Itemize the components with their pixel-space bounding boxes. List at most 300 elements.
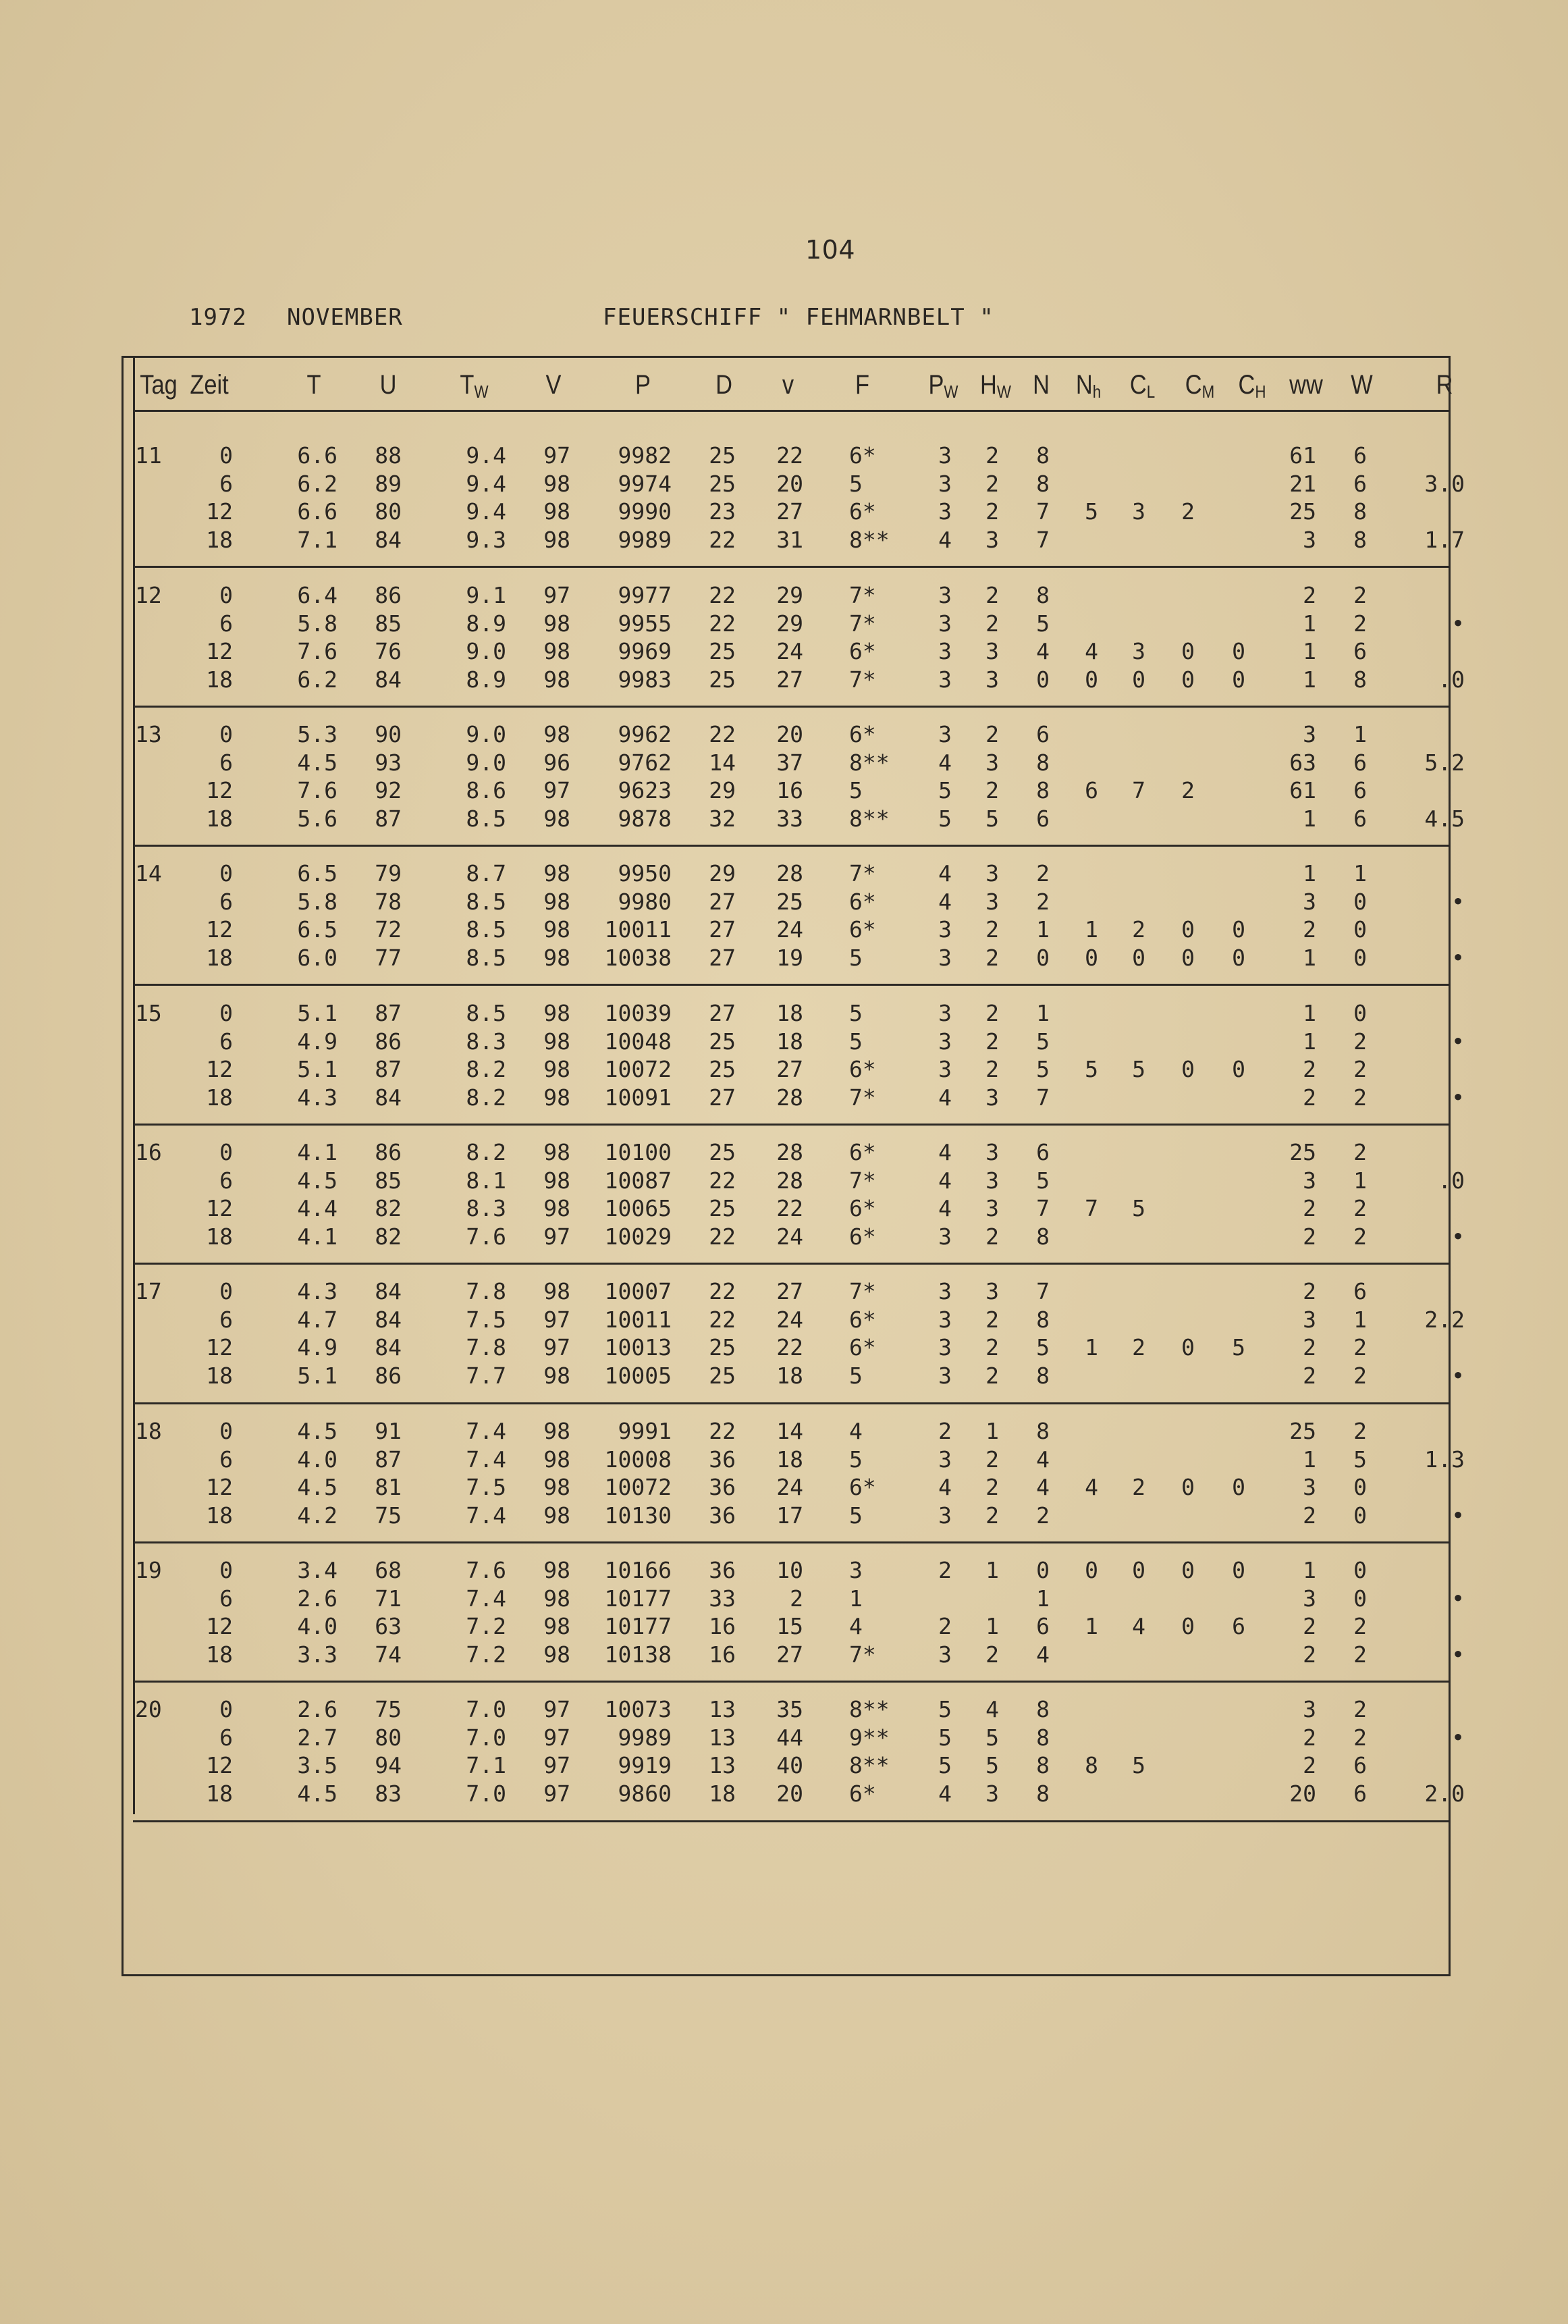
day-separator-rule — [133, 1820, 1451, 1822]
cell-d: 25 — [709, 666, 736, 693]
cell-w: 5 — [1353, 1446, 1367, 1473]
cell-ww: 2 — [1303, 1641, 1316, 1668]
cell-vv: 28 — [776, 1084, 803, 1111]
cell-d: 36 — [709, 1502, 736, 1529]
column-header-nh — [1066, 365, 1110, 405]
cell-f: 4 — [849, 1613, 863, 1639]
cell-u: 89 — [375, 470, 402, 497]
cell-nh: 5 — [1085, 1056, 1098, 1082]
cell-d: 13 — [709, 1724, 736, 1751]
cell-nh: 1 — [1085, 1613, 1098, 1639]
cell-w: 0 — [1353, 944, 1367, 971]
cell-ch: 6 — [1232, 1613, 1245, 1639]
cell-tw: 9.4 — [466, 498, 506, 525]
cell-p: 10005 — [604, 1362, 672, 1389]
cell-t: 4.4 — [297, 1195, 337, 1221]
cell-zeit: 12 — [206, 1056, 233, 1082]
cell-d: 22 — [709, 582, 736, 608]
cell-vv: 18 — [776, 1446, 803, 1473]
cell-vv: 24 — [776, 1306, 803, 1333]
cell-f: 1 — [849, 1585, 863, 1612]
cell-u: 80 — [375, 1724, 402, 1751]
cell-n: 8 — [1036, 749, 1050, 776]
cell-zeit: 12 — [206, 498, 233, 525]
cell-cm — [1171, 1139, 1205, 1166]
cell-u: 81 — [375, 1474, 402, 1500]
cell-f: 5 — [849, 1000, 863, 1026]
cell-w: 0 — [1353, 1585, 1367, 1612]
cell-v: 96 — [543, 749, 570, 776]
cell-v: 98 — [543, 1418, 570, 1444]
cell-cm: 2 — [1181, 777, 1195, 803]
cell-vv: 29 — [776, 610, 803, 637]
cell-t: 6.2 — [297, 666, 337, 693]
cell-v: 98 — [543, 1585, 570, 1612]
cell-u: 76 — [375, 638, 402, 664]
cell-cl — [1122, 860, 1156, 887]
cell-tw: 8.2 — [466, 1139, 506, 1165]
cell-n: 8 — [1036, 470, 1050, 497]
cell-pw: 3 — [938, 1278, 952, 1304]
cell-cl — [1122, 1139, 1156, 1166]
cell-cm — [1171, 1028, 1205, 1055]
column-header-cl — [1120, 365, 1164, 405]
cell-n: 0 — [1036, 944, 1050, 971]
cell-v: 98 — [543, 944, 570, 971]
cell-w: 6 — [1353, 442, 1367, 469]
cell-pw: 3 — [938, 1362, 952, 1389]
cell-cl — [1122, 1780, 1156, 1807]
cell-zeit: 0 — [219, 582, 233, 608]
cell-p: 10007 — [604, 1278, 672, 1304]
cell-vv: 40 — [776, 1752, 803, 1778]
cell-t: 4.9 — [297, 1334, 337, 1361]
cell-zeit: 0 — [219, 1696, 233, 1722]
cell-n: 8 — [1036, 1306, 1050, 1333]
cell-f: 6* — [849, 916, 876, 943]
cell-tw: 8.6 — [466, 777, 506, 803]
cell-ww: 3 — [1303, 1167, 1316, 1194]
cell-d: 22 — [709, 721, 736, 747]
cell-v: 98 — [543, 721, 570, 747]
cell-n: 6 — [1036, 721, 1050, 747]
cell-cm — [1171, 889, 1205, 916]
cell-d: 29 — [709, 777, 736, 803]
cell-p: 9977 — [618, 582, 672, 608]
cell-ch — [1222, 1780, 1255, 1807]
cell-t: 4.5 — [297, 749, 337, 776]
cell-cm — [1171, 1446, 1205, 1473]
cell-pw: 4 — [938, 1195, 952, 1221]
cell-d: 25 — [709, 1028, 736, 1055]
cell-t: 7.6 — [297, 638, 337, 664]
cell-r — [1390, 916, 1465, 943]
cell-n: 2 — [1036, 860, 1050, 887]
cell-n: 1 — [1036, 916, 1050, 943]
cell-r — [1390, 1139, 1465, 1166]
cell-f: 7* — [849, 1167, 876, 1194]
cell-u: 83 — [375, 1780, 402, 1807]
cell-cm — [1171, 442, 1205, 469]
cell-pw: 3 — [938, 721, 952, 747]
cell-p: 9919 — [618, 1752, 672, 1778]
column-header-vv — [769, 365, 807, 405]
cell-n: 8 — [1036, 1752, 1050, 1778]
cell-zeit: 6 — [219, 610, 233, 637]
day-label: 19 — [135, 1557, 162, 1583]
cell-d: 13 — [709, 1696, 736, 1722]
cell-w: 6 — [1353, 777, 1367, 803]
cell-vv: 27 — [776, 498, 803, 525]
cell-d: 22 — [709, 526, 736, 553]
cell-r: 2.2 — [1424, 1306, 1465, 1333]
cell-t: 5.1 — [297, 1056, 337, 1082]
cell-p: 9950 — [618, 860, 672, 887]
cell-v: 98 — [543, 666, 570, 693]
cell-u: 80 — [375, 498, 402, 525]
cell-cm — [1171, 1696, 1205, 1723]
column-header-p — [618, 365, 668, 405]
cell-f: 6* — [849, 1223, 876, 1250]
cell-cl — [1122, 610, 1156, 637]
cell-tw: 7.5 — [466, 1474, 506, 1500]
column-header-label: Zeit — [190, 370, 229, 400]
cell-v: 98 — [543, 1446, 570, 1473]
cell-pw: 3 — [938, 638, 952, 664]
cell-vv: 27 — [776, 666, 803, 693]
cell-f: 5 — [849, 470, 863, 497]
cell-u: 82 — [375, 1195, 402, 1221]
cell-w: 2 — [1353, 1223, 1367, 1250]
cell-r — [1390, 582, 1465, 609]
cell-vv: 17 — [776, 1502, 803, 1529]
cell-ww: 1 — [1303, 860, 1316, 887]
cell-hw: 3 — [985, 1195, 999, 1221]
cell-ww: 3 — [1303, 721, 1316, 747]
cell-ch — [1222, 610, 1255, 637]
cell-pw: 4 — [938, 749, 952, 776]
cell-nh: 1 — [1085, 1334, 1098, 1361]
cell-r — [1390, 1334, 1465, 1361]
cell-vv: 24 — [776, 1223, 803, 1250]
cell-cm — [1171, 582, 1205, 609]
day-label: 13 — [135, 721, 162, 747]
cell-pw: 2 — [938, 1418, 952, 1444]
column-header-label: R — [1436, 370, 1453, 400]
cell-hw: 3 — [985, 638, 999, 664]
cell-nh — [1075, 1139, 1108, 1166]
cell-ch — [1222, 749, 1255, 776]
cell-d: 18 — [709, 1780, 736, 1807]
cell-tw: 8.5 — [466, 1000, 506, 1026]
cell-hw: 3 — [985, 526, 999, 553]
cell-w: 2 — [1353, 1641, 1367, 1668]
cell-cl — [1122, 1278, 1156, 1305]
cell-ch — [1222, 777, 1255, 804]
cell-ch — [1222, 721, 1255, 748]
cell-r — [1390, 442, 1465, 469]
cell-nh — [1075, 1028, 1108, 1055]
column-header-label: P — [928, 370, 944, 400]
cell-tw: 7.4 — [466, 1418, 506, 1444]
cell-pw: 5 — [938, 1724, 952, 1751]
cell-pw: 4 — [938, 1474, 952, 1500]
cell-tw: 7.0 — [466, 1780, 506, 1807]
cell-zeit: 6 — [219, 888, 233, 915]
cell-tw: 7.7 — [466, 1362, 506, 1389]
cell-vv: 44 — [776, 1724, 803, 1751]
cell-pw: 3 — [938, 470, 952, 497]
cell-cm — [1171, 610, 1205, 637]
cell-hw: 2 — [985, 1000, 999, 1026]
cell-zeit: 0 — [219, 721, 233, 747]
cell-t: 7.1 — [297, 526, 337, 553]
cell-pw: 3 — [938, 1446, 952, 1473]
cell-vv: 22 — [776, 1195, 803, 1221]
cell-cm — [1171, 471, 1205, 498]
cell-v: 98 — [543, 1167, 570, 1194]
column-header-subscript: L — [1146, 381, 1156, 402]
cell-cl — [1122, 721, 1156, 748]
cell-u: 84 — [375, 1334, 402, 1361]
cell-r — [1390, 1474, 1465, 1501]
column-header-subscript: h — [1092, 381, 1102, 402]
cell-hw: 2 — [985, 1474, 999, 1500]
column-header-subscript: H — [1255, 381, 1266, 402]
cell-nh — [1075, 721, 1108, 748]
cell-hw: 3 — [985, 1278, 999, 1304]
cell-v: 98 — [543, 1028, 570, 1055]
cell-cl — [1122, 527, 1156, 554]
cell-f: 3 — [849, 1557, 863, 1583]
cell-nh — [1075, 1780, 1108, 1807]
cell-zeit: 6 — [219, 1724, 233, 1751]
cell-tw: 7.6 — [466, 1557, 506, 1583]
cell-cm: 0 — [1181, 1056, 1195, 1082]
cell-v: 97 — [543, 1334, 570, 1361]
cell-v: 97 — [543, 1780, 570, 1807]
cell-p: 9989 — [618, 526, 672, 553]
cell-zeit: 18 — [206, 805, 233, 832]
cell-f: 6* — [849, 638, 876, 664]
cell-ch — [1222, 860, 1255, 887]
cell-zeit: 18 — [206, 526, 233, 553]
cell-n: 8 — [1036, 582, 1050, 608]
cell-w: 2 — [1353, 1362, 1367, 1389]
cell-cl: 5 — [1132, 1056, 1145, 1082]
cell-w: 1 — [1353, 721, 1367, 747]
cell-nh — [1075, 1418, 1108, 1445]
cell-zeit: 6 — [219, 1167, 233, 1194]
cell-p: 10029 — [604, 1223, 672, 1250]
cell-hw: 1 — [985, 1613, 999, 1639]
day-separator-rule — [133, 1681, 1451, 1683]
cell-w: 0 — [1353, 1557, 1367, 1583]
cell-ww: 2 — [1303, 1362, 1316, 1389]
cell-f: 5 — [849, 1028, 863, 1055]
cell-w: 2 — [1353, 1084, 1367, 1111]
cell-v: 97 — [543, 582, 570, 608]
cell-u: 63 — [375, 1613, 402, 1639]
cell-hw: 2 — [985, 610, 999, 637]
cell-vv: 29 — [776, 582, 803, 608]
cell-r — [1390, 1557, 1465, 1584]
cell-v: 98 — [543, 1056, 570, 1082]
cell-u: 84 — [375, 1306, 402, 1333]
day-separator-rule — [133, 1402, 1451, 1404]
column-header-pw — [925, 365, 963, 405]
cell-cm — [1171, 527, 1205, 554]
cell-pw: 4 — [938, 526, 952, 553]
cell-cm — [1171, 1167, 1205, 1194]
cell-nh: 4 — [1085, 1474, 1098, 1500]
cell-d: 27 — [709, 888, 736, 915]
cell-pw: 3 — [938, 1056, 952, 1082]
cell-pw: 3 — [938, 1000, 952, 1026]
cell-zeit: 12 — [206, 1334, 233, 1361]
cell-tw: 7.4 — [466, 1585, 506, 1612]
header-station: FEUERSCHIFF " FEHMARNBELT " — [603, 304, 994, 331]
day-separator-rule — [133, 1124, 1451, 1126]
cell-cm — [1171, 1418, 1205, 1445]
cell-vv: 28 — [776, 860, 803, 887]
cell-v: 98 — [543, 526, 570, 553]
cell-u: 87 — [375, 1446, 402, 1473]
cell-v: 98 — [543, 1362, 570, 1389]
cell-zeit: 6 — [219, 1585, 233, 1612]
cell-p: 10166 — [604, 1557, 672, 1583]
cell-ww: 3 — [1303, 526, 1316, 553]
cell-d: 22 — [709, 1223, 736, 1250]
cell-d: 25 — [709, 1139, 736, 1165]
cell-vv: 18 — [776, 1028, 803, 1055]
cell-p: 10048 — [604, 1028, 672, 1055]
cell-f: 4 — [849, 1418, 863, 1444]
cell-n: 2 — [1036, 1502, 1050, 1529]
cell-nh — [1075, 1084, 1108, 1111]
cell-v: 98 — [543, 1613, 570, 1639]
cell-hw: 2 — [985, 944, 999, 971]
column-header-n — [1028, 365, 1054, 405]
cell-r: • — [1451, 1641, 1465, 1668]
cell-nh: 6 — [1085, 777, 1098, 803]
cell-hw: 2 — [985, 1306, 999, 1333]
cell-pw: 3 — [938, 916, 952, 943]
cell-vv: 35 — [776, 1696, 803, 1722]
cell-hw: 2 — [985, 1362, 999, 1389]
cell-tw: 8.5 — [466, 944, 506, 971]
cell-nh — [1075, 1278, 1108, 1305]
cell-ch: 0 — [1232, 666, 1245, 693]
cell-tw: 9.0 — [466, 749, 506, 776]
cell-v: 98 — [543, 805, 570, 832]
cell-t: 4.1 — [297, 1139, 337, 1165]
cell-vv: 20 — [776, 1780, 803, 1807]
column-header-label: V — [545, 370, 562, 400]
cell-p: 9878 — [618, 805, 672, 832]
cell-nh — [1075, 582, 1108, 609]
cell-nh — [1075, 889, 1108, 916]
cell-vv: 25 — [776, 888, 803, 915]
cell-ww: 2 — [1303, 1056, 1316, 1082]
cell-hw: 2 — [985, 1446, 999, 1473]
cell-t: 2.6 — [297, 1696, 337, 1722]
cell-ww: 3 — [1303, 888, 1316, 915]
cell-pw: 5 — [938, 1696, 952, 1722]
column-header-label: T — [306, 370, 321, 400]
cell-r — [1390, 1613, 1465, 1640]
cell-n: 8 — [1036, 442, 1050, 469]
cell-tw: 8.3 — [466, 1195, 506, 1221]
cell-cl — [1122, 1585, 1156, 1612]
cell-ch — [1222, 527, 1255, 554]
cell-w: 0 — [1353, 888, 1367, 915]
cell-d: 33 — [709, 1585, 736, 1612]
cell-nh — [1075, 1502, 1108, 1529]
cell-hw: 2 — [985, 582, 999, 608]
cell-vv: 31 — [776, 526, 803, 553]
cell-cm — [1171, 1502, 1205, 1529]
cell-t: 2.6 — [297, 1585, 337, 1612]
cell-p: 10177 — [604, 1613, 672, 1639]
column-header-label: T — [460, 370, 475, 400]
cell-hw: 2 — [985, 1056, 999, 1082]
cell-p: 10011 — [604, 1306, 672, 1333]
cell-t: 4.3 — [297, 1278, 337, 1304]
cell-t: 6.5 — [297, 860, 337, 887]
cell-tw: 8.2 — [466, 1056, 506, 1082]
cell-cl — [1122, 1418, 1156, 1445]
cell-r: .0 — [1438, 666, 1465, 693]
cell-w: 8 — [1353, 666, 1367, 693]
cell-cm — [1171, 1641, 1205, 1668]
cell-p: 10087 — [604, 1167, 672, 1194]
cell-r: 2.0 — [1424, 1780, 1465, 1807]
cell-vv: 20 — [776, 721, 803, 747]
cell-w: 2 — [1353, 1696, 1367, 1722]
cell-nh — [1075, 471, 1108, 498]
cell-tw: 8.5 — [466, 916, 506, 943]
cell-p: 9962 — [618, 721, 672, 747]
cell-ww: 2 — [1303, 916, 1316, 943]
cell-pw: 4 — [938, 1167, 952, 1194]
cell-n: 7 — [1036, 1084, 1050, 1111]
column-header-cm — [1175, 365, 1224, 405]
cell-ch — [1222, 889, 1255, 916]
cell-cl: 0 — [1132, 1557, 1145, 1583]
cell-t: 3.5 — [297, 1752, 337, 1778]
cell-pw: 2 — [938, 1557, 952, 1583]
column-header-label: P — [635, 370, 651, 400]
cell-w: 2 — [1353, 1613, 1367, 1639]
cell-cm — [1171, 1195, 1205, 1222]
cell-t: 4.0 — [297, 1613, 337, 1639]
cell-tw: 7.8 — [466, 1278, 506, 1304]
cell-ww: 1 — [1303, 610, 1316, 637]
cell-zeit: 12 — [206, 1752, 233, 1778]
cell-pw: 2 — [938, 1613, 952, 1639]
cell-cl: 2 — [1132, 1474, 1145, 1500]
cell-nh — [1075, 1696, 1108, 1723]
cell-cm: 0 — [1181, 1334, 1195, 1361]
cell-cl — [1122, 889, 1156, 916]
cell-ww: 1 — [1303, 944, 1316, 971]
cell-zeit: 0 — [219, 1418, 233, 1444]
cell-d: 25 — [709, 442, 736, 469]
cell-v: 98 — [543, 470, 570, 497]
cell-r — [1390, 777, 1465, 804]
cell-pw: 3 — [938, 1641, 952, 1668]
